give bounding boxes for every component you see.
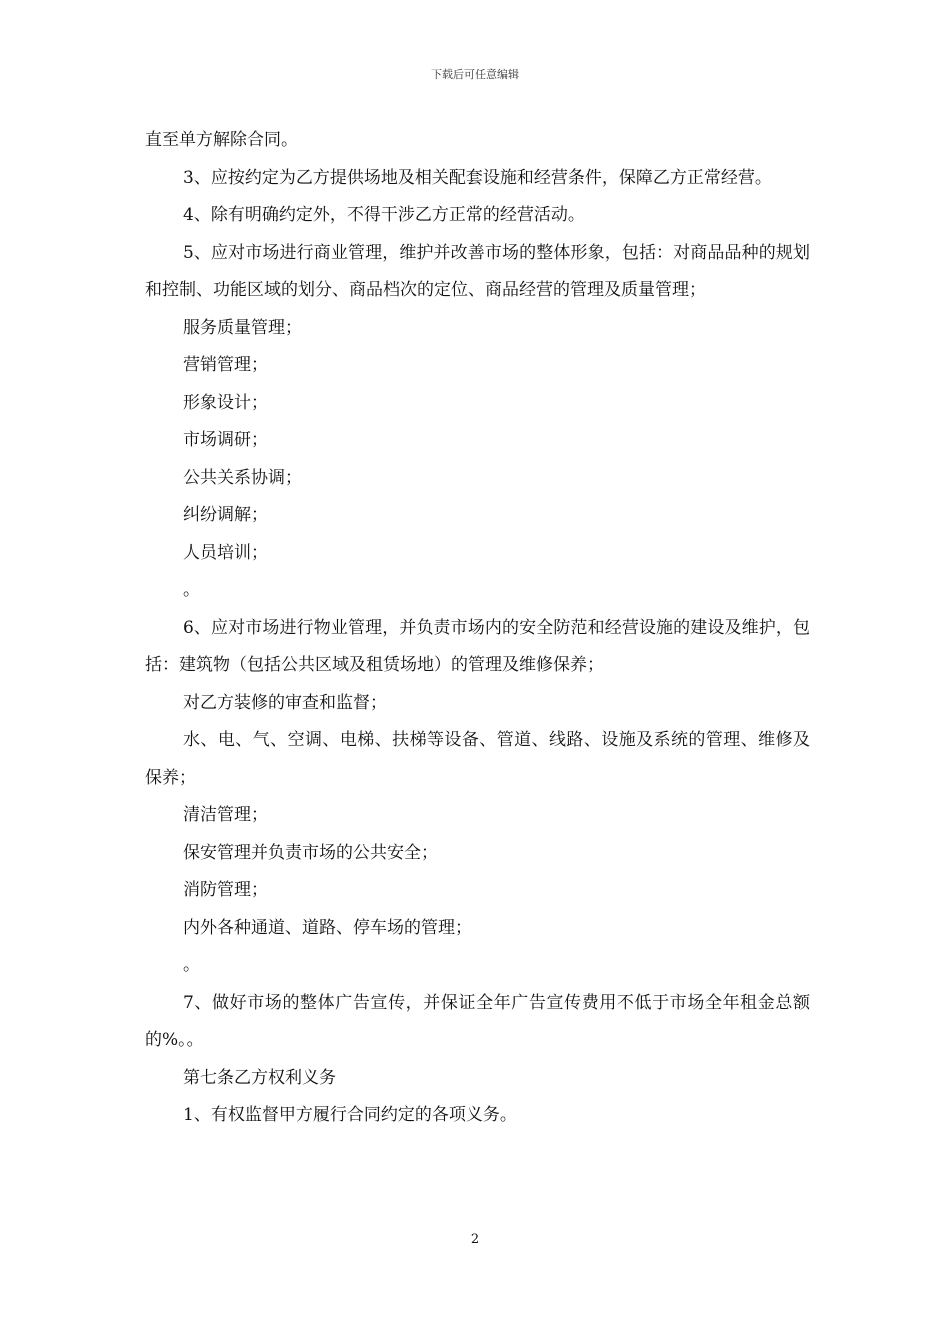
list-item: 公共关系协调； <box>183 467 302 488</box>
paragraph: 直至单方解除合同。 <box>145 130 298 150</box>
list-item: 人员培训； <box>183 542 268 563</box>
page-number: 2 <box>470 1232 480 1247</box>
paragraph: 6、应对市场进行物业管理，并负责市场内的安全防范和经营设施的建设及维护，包括：建筑物（包括公共区域及租赁场地）的管理及维修保养； <box>145 617 810 675</box>
list-item: 消防管理； <box>183 880 268 900</box>
paragraph: 3、应按约定为乙方提供场地及相关配套设施和经营条件，保障乙方正常经营。 <box>183 167 772 188</box>
list-item: 水、电、气、空调、电梯、扶梯等设备、管道、线路、设施及系统的管理、维修及保养； <box>145 730 810 788</box>
list-item: 形象设计； <box>183 392 268 413</box>
list-item: 服务质量管理； <box>183 317 302 338</box>
paragraph: 1、有权监督甲方履行合同约定的各项义务。 <box>183 1105 517 1125</box>
list-item: 清洁管理； <box>183 805 268 825</box>
page-header: 下载后可任意编辑 <box>431 68 519 81</box>
document-body <box>145 122 810 1135</box>
section-heading: 第七条乙方权利义务 <box>183 1067 336 1088</box>
list-item: 。 <box>183 580 200 600</box>
list-item: 市场调研； <box>183 430 268 450</box>
list-item: 内外各种通道、道路、停车场的管理； <box>183 917 472 938</box>
list-item: 对乙方装修的审查和监督； <box>183 692 387 713</box>
paragraph: 7、做好市场的整体广告宣传，并保证全年广告宣传费用不低于市场全年租金总额的%。。 <box>145 992 810 1050</box>
paragraph: 4、除有明确约定外，不得干涉乙方正常的经营活动。 <box>183 205 585 225</box>
list-item: 保安管理并负责市场的公共安全； <box>183 842 438 863</box>
paragraph: 5、应对市场进行商业管理，维护并改善市场的整体形象，包括：对商品品种的规划和控制、功能区域的划分、商品档次的定位、商品经营的管理及质量管理； <box>145 242 810 300</box>
list-item: 纠纷调解； <box>183 505 268 525</box>
list-item: 营销管理； <box>183 355 268 375</box>
list-item: 。 <box>183 955 200 975</box>
